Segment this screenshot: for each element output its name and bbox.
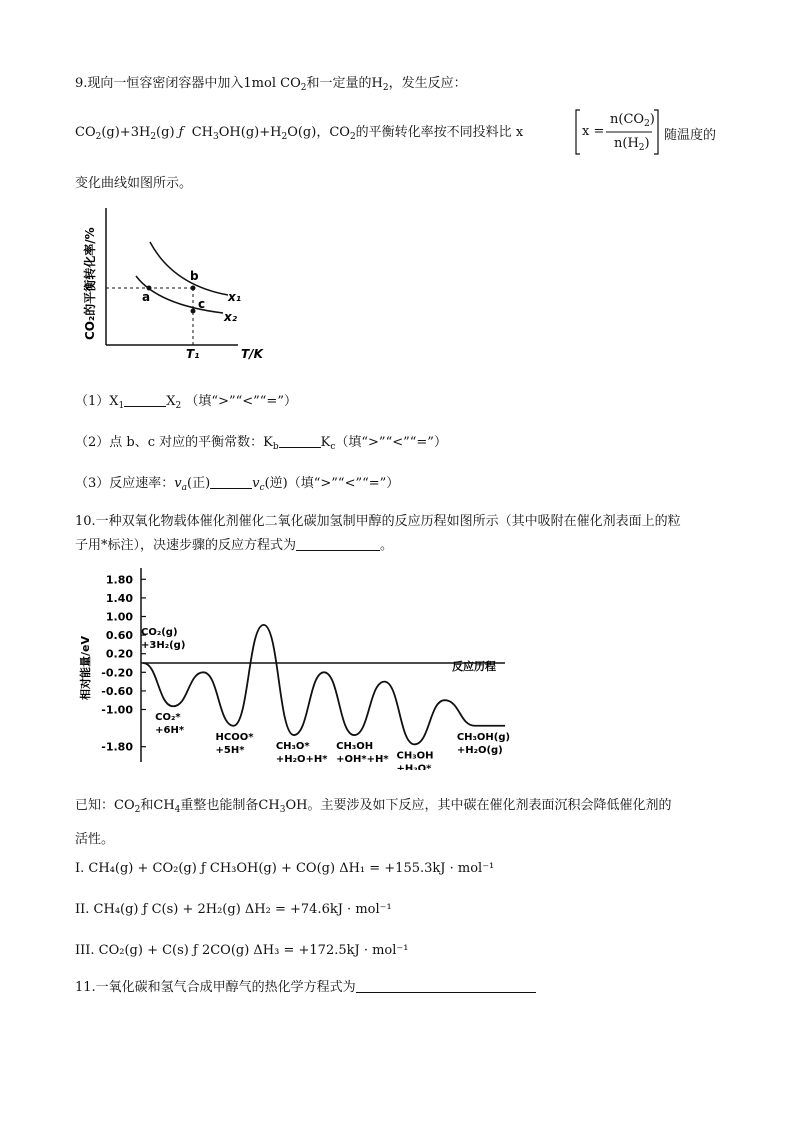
known-activity: 活性。: [75, 832, 115, 847]
subscript: 2: [349, 132, 356, 142]
eq-part: 的平衡转化率按不同投料比: [355, 125, 512, 140]
subscript: 2: [281, 132, 288, 142]
q10-text-2: 子用*标注），决速步骤的反应方程式为: [75, 538, 297, 553]
reaction-2-text: II. CH₄(g) ƒ C(s) + 2H₂(g) ΔH₂ = +74.6kJ · mol⁻¹: [75, 902, 392, 917]
p3-v: v: [174, 476, 182, 491]
energy-y-label: 相对能量/eV: [79, 636, 92, 700]
known-and: 和: [140, 798, 154, 813]
equilibrium-arrow-glyph: ƒ: [178, 125, 184, 140]
reaction-3-text: III. CO₂(g) + C(s) ƒ 2CO(g) ΔH₃ = +172.5kJ · mol⁻¹: [75, 943, 409, 958]
q9-part2: [75, 431, 447, 452]
q9-h2: H: [371, 76, 383, 91]
p3-v2: v: [252, 476, 260, 491]
conversion-chart-svg: [78, 200, 278, 365]
species-label: CH₃OH: [396, 750, 434, 762]
answer-blank-1[interactable]: [124, 394, 166, 407]
energy-ytick-group: [101, 573, 146, 753]
q9-line3-text: 变化曲线如图所示。: [75, 176, 193, 191]
x-equals-text: x =: [582, 124, 605, 139]
subscript: 1: [118, 401, 125, 411]
q11: [75, 976, 536, 995]
species-label: CO₂*: [155, 712, 181, 724]
species-label: CH₃O*: [275, 741, 310, 753]
p1-x: X: [109, 394, 119, 409]
species-label: +OH*+H*: [336, 754, 389, 766]
label-x1: x₁: [228, 290, 241, 304]
eq-part: O(g): [287, 125, 317, 140]
subscript: a: [181, 483, 188, 493]
subscript: 2: [95, 132, 102, 142]
q9-line3: [75, 172, 192, 191]
subscript: 3: [213, 132, 219, 142]
energy-ytick-label: 1.00: [105, 610, 133, 624]
energy-ytick-label: 0.20: [105, 647, 133, 661]
q9-part3: [75, 472, 399, 493]
reaction-3: [75, 943, 409, 958]
known-line2: [75, 828, 114, 847]
label-c: c: [198, 297, 206, 311]
q9-eq-tail: [664, 124, 716, 143]
eq-part: (g): [156, 125, 175, 140]
species-label: +5H*: [215, 744, 245, 756]
q9-intro-text-3: ，发生反应：: [388, 76, 467, 91]
conversion-x-label: T/K: [241, 347, 263, 361]
answer-blank-q11[interactable]: [356, 980, 536, 993]
left-bracket: [576, 110, 580, 154]
subscript: 4: [174, 805, 181, 815]
eq-part: CH: [191, 125, 214, 140]
species-label: +3H₂(g): [141, 640, 186, 651]
p2-k2: K: [320, 435, 331, 450]
p3-forward: (正): [187, 476, 211, 491]
energy-ytick-label: 1.80: [105, 573, 133, 587]
p3-reverse: (逆): [264, 476, 288, 491]
species-label: HCOO*: [215, 731, 254, 743]
eq-part: (g)+3H: [101, 125, 151, 140]
num-text: n(CO: [610, 112, 645, 127]
eq-tail-text: 随温度的: [664, 128, 717, 143]
q9-equation: [75, 121, 523, 142]
species-label: +H₂O*: [396, 763, 432, 770]
reaction-1: [75, 861, 494, 876]
q10-text-1: 10.一种双氧化物载体催化剂催化二氧化碳加氢制甲醇的反应历程如图所示（其中吸附在催化剂表面上的粒: [75, 514, 681, 529]
subscript: 2: [300, 83, 307, 93]
p3-hint: （填“>”“<”“=”）: [287, 476, 400, 491]
energy-ytick-label: -0.20: [101, 666, 133, 680]
eq-part: ，CO: [316, 125, 350, 140]
q9-intro: [75, 72, 467, 93]
q9-co2-amount: 1mol CO: [243, 76, 301, 91]
figure-energy-profile: [75, 558, 517, 770]
subscript: c: [259, 483, 265, 493]
reaction-1-text: I. CH₄(g) + CO₂(g) ƒ CH₃OH(g) + CO(g) ΔH₁ = +155.3kJ · mol⁻¹: [75, 861, 495, 876]
subscript: 2: [134, 805, 141, 815]
species-label: CH₃OH(g): [456, 731, 511, 743]
energy-ytick-label: -1.80: [101, 740, 133, 754]
energy-ytick-label: -0.60: [101, 684, 133, 698]
point-c: [191, 309, 196, 314]
species-label-group: [141, 627, 510, 770]
known-mid: 重整也能制备: [180, 798, 259, 813]
q10-end: 。: [380, 538, 394, 553]
subscript: 2: [150, 132, 157, 142]
eq-part: CO: [75, 125, 96, 140]
subscript: 2: [638, 143, 645, 153]
known-ch3oh: CH: [258, 798, 280, 813]
p2-k: K: [263, 435, 273, 450]
known-co2: CO: [114, 798, 135, 813]
species-label: +H₂O(g): [456, 744, 503, 756]
energy-x-label: 反应历程: [452, 660, 496, 673]
p1-x2: X: [166, 394, 176, 409]
known-oh: OH: [285, 798, 308, 813]
subscript: 3: [279, 805, 286, 815]
q11-text: 11.一氧化碳和氢气合成甲醇气的热化学方程式为: [75, 980, 356, 995]
label-b: b: [190, 269, 199, 283]
answer-blank-2[interactable]: [279, 435, 321, 448]
subscript: 2: [382, 83, 389, 93]
known-ch4: CH: [153, 798, 175, 813]
known-line1: [75, 794, 671, 815]
den-end: ): [644, 136, 650, 151]
den-text: n(H: [614, 136, 639, 151]
label-x2: x₂: [224, 310, 237, 324]
energy-ytick-label: -1.00: [101, 703, 133, 717]
ratio-bracket: [574, 108, 660, 156]
q10-line2: [75, 534, 393, 553]
energy-ytick-label: 1.40: [105, 591, 133, 605]
p2-hint: （填“>”“<”“=”）: [335, 435, 447, 450]
label-t1: T₁: [186, 347, 200, 361]
numerator: [610, 112, 655, 129]
q10-line1: [75, 510, 681, 529]
energy-ytick-label: 0.60: [105, 629, 133, 643]
known-tail: 。主要涉及如下反应，其中碳在催化剂表面沉积会降低催化剂的: [307, 798, 672, 813]
known-prefix: 已知：: [75, 798, 115, 813]
answer-blank-3[interactable]: [210, 476, 252, 489]
point-b: [191, 286, 196, 291]
p3-prefix: （3）反应速率：: [75, 476, 175, 491]
subscript: 2: [175, 401, 182, 411]
x-label: x: [515, 125, 524, 140]
q9-part1: [75, 390, 297, 411]
figure-conversion: [78, 200, 278, 365]
subscript: c: [330, 442, 336, 452]
species-label: CO₂(g): [141, 627, 178, 638]
label-a: a: [142, 290, 151, 304]
reaction-2: [75, 902, 392, 917]
num-end: ): [649, 112, 655, 127]
p1-prefix: （1）: [75, 394, 110, 409]
energy-profile-line: [143, 625, 505, 745]
x-equals: [582, 124, 604, 139]
q9-intro-text: 9.现向一恒容密闭容器中加入: [75, 76, 244, 91]
p1-hint: （填“>”“<”“=”）: [185, 394, 297, 409]
subscript: 2: [644, 119, 650, 129]
conversion-y-label: CO₂的平衡转化率/%: [83, 227, 97, 340]
energy-chart-svg: [75, 558, 517, 770]
eq-part: OH(g)+H: [218, 125, 282, 140]
q9-intro-text-2: 和一定量的: [306, 76, 372, 91]
species-label: +H₂O+H*: [275, 754, 328, 766]
denominator: [614, 136, 650, 153]
answer-blank-q10[interactable]: [296, 538, 380, 551]
p2-prefix: （2）点 b、c 对应的平衡常数：: [75, 435, 264, 450]
subscript: b: [272, 442, 279, 452]
curve-x1: [150, 242, 228, 295]
species-label: +6H*: [155, 725, 185, 737]
species-label: CH₃OH: [336, 741, 374, 753]
